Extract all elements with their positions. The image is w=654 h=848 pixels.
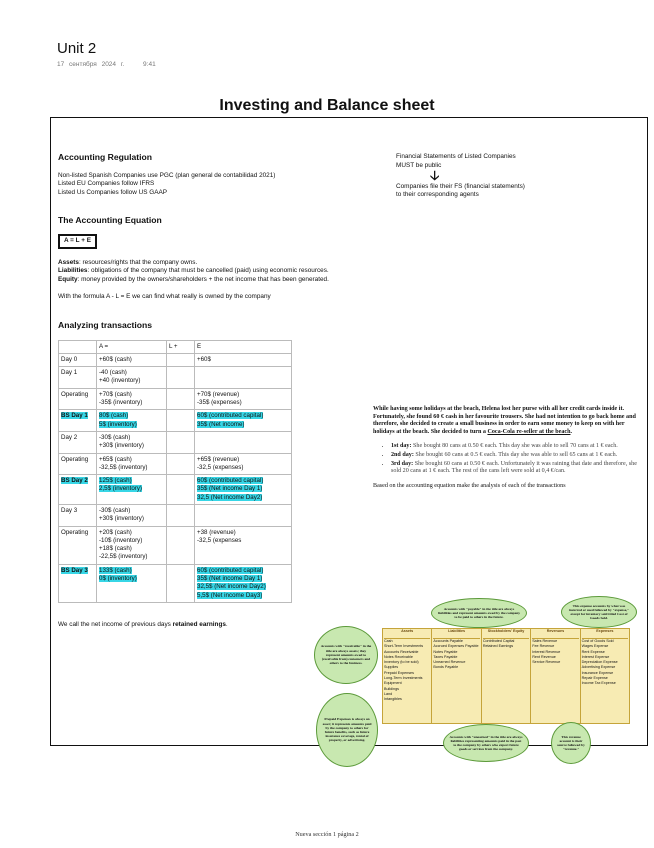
account-item: Fee Revenue [532, 644, 555, 649]
bubble-expense-note: This expense accounts by what was incurred or used followed by "expense," except for inventory sold titled Cost of Goods Sold. [561, 596, 637, 628]
row-label: BS Day 2 [59, 475, 97, 505]
account-item: Interest Expense [581, 654, 610, 659]
table-row [59, 504, 292, 526]
liabilities-cell [167, 453, 195, 475]
liabilities-definition: Liabilities: obligations of the company that must be cancelled (paid) using economic resources. [58, 267, 329, 275]
equation-formula-box: A = L + E [58, 234, 97, 249]
header-equity: E [195, 340, 292, 353]
accounts-column [383, 629, 432, 723]
account-item: Supplies [384, 665, 399, 670]
row-label: Day 0 [59, 353, 97, 366]
row-label: Operating [59, 453, 97, 475]
assets-cell: -40 (cash) +40 (inventory) [97, 367, 167, 389]
assets-definition: Assets: resources/rights that the company owns. [58, 258, 198, 266]
fs-note-line: Financial Statements of Listed Companies MUST be public [396, 153, 516, 169]
regulation-line: Listed EU Companies follow IFRS [58, 180, 155, 188]
equity-cell: 60$ (contributed capital) 35$ (Net income Day 1) 32,5 (Net income Day2) [195, 475, 292, 505]
equity-cell [195, 431, 292, 453]
row-label: Day 2 [59, 431, 97, 453]
page-timestamp [57, 61, 170, 68]
equity-cell: +70$ (revenue) -35$ (expenses) [195, 388, 292, 410]
account-item: Advertising Expense [581, 665, 616, 670]
header-assets: A = [97, 340, 167, 353]
transactions-body [59, 353, 292, 602]
transactions-table [58, 340, 292, 603]
account-item: Land [384, 691, 393, 696]
account-item: Cash [384, 639, 393, 643]
account-item: Sales Revenue [532, 639, 558, 643]
table-row [59, 367, 292, 389]
header-blank [59, 340, 97, 353]
account-item: Rent Expense [581, 649, 605, 654]
accounts-column-title: Revenues [532, 629, 578, 639]
liabilities-cell [167, 410, 195, 432]
analysis-heading: Analyzing transactions [58, 319, 153, 330]
account-item: Notes Payable [433, 649, 458, 654]
bubble-payable: Accounts with "payable" in the title are always liabilities and represent amounts owed by the company to be paid to others in the future. [431, 598, 527, 628]
account-item: Short-Term Investments [384, 644, 424, 649]
account-item: Inventory (to be sold) [384, 660, 419, 665]
account-item: Accounts Receivable [384, 649, 419, 654]
story-bullets [391, 443, 641, 475]
liabilities-cell [167, 504, 195, 526]
liabilities-cell [167, 367, 195, 389]
liabilities-cell [167, 564, 195, 602]
accounts-column [531, 629, 580, 723]
equation-definitions [58, 259, 358, 285]
account-item: Taxes Payable [433, 654, 458, 659]
account-item: Depreciation Expense [581, 660, 618, 665]
regulation-heading: Accounting Regulation [58, 152, 153, 162]
account-item: Prepaid Expenses [384, 670, 414, 675]
assets-cell: 133$ (cash) 0$ (inventory) [97, 564, 167, 602]
document-title: Investing and Balance sheet [219, 97, 435, 114]
bubble-receivable: Accounts with "receivable" in the title are always assets; they represent amounts owed to (receivable from) customers and others to the business. [314, 626, 378, 684]
equity-cell: +65$ (revenue) -32,5 (expenses) [195, 453, 292, 475]
account-item: Intangibles [384, 697, 402, 702]
row-label: Day 3 [59, 504, 97, 526]
equity-cell: 60$ (contributed capital) 35$ (Net income Day 1) 32,5$ (Net income Day2) 5,5$ (Net income Day3) [195, 564, 292, 602]
account-item: Repair Expense [581, 676, 608, 681]
assets-cell: -30$ (cash) +30$ (inventory) [97, 504, 167, 526]
liabilities-cell [167, 388, 195, 410]
bubble-prepaid: Prepaid Expenses is always an asset; it represents amounts paid by the company to others for future benefits, such as future insurance coverage, rental of property, or advertising. [316, 693, 378, 767]
liabilities-cell [167, 431, 195, 453]
account-item: Wages Expense [581, 644, 609, 649]
account-item: Buildings [384, 686, 399, 691]
account-item: Accounts Payable [433, 639, 463, 643]
bubble-unearned: Accounts with "unearned" in the title are always liabilities representing amounts paid in the past to the company by others who expect future goods or services from the company. [443, 724, 529, 762]
equity-cell [195, 504, 292, 526]
list-item: • 1st day: She bought 80 cans at 0.50 € each. This day she was able to sell 70 cans at 1 € each. [391, 443, 641, 451]
fs-note-line: Companies file their FS (financial statements) to their corresponding agents [396, 182, 525, 199]
equation-heading: The Accounting Equation [58, 215, 162, 226]
account-item: Accrued Expenses Payable [433, 644, 479, 649]
assets-cell: +70$ (cash) -35$ (inventory) [97, 388, 167, 410]
note-content-frame [50, 117, 648, 752]
account-item: Insurance Expense [581, 670, 614, 675]
account-item: Contributed Capital [482, 639, 515, 643]
table-row [59, 388, 292, 410]
story-intro: While having some holidays at the beach, Helena lost her purse with all her credit cards inside it. Fortunately, she found 60 € cash in her favourite trousers. She had not intention to go back home and therefore, she decided to create a small business in order to earn some money to keep on with her holidays at the beach. She decided to turn a Coca-Cola re-seller at the beach. [373, 406, 636, 435]
equity-cell: 60$ (contributed capital) 35$ (Net income) [195, 410, 292, 432]
page-date: 17 сентября 2024 г. [57, 61, 125, 68]
page-footer: Nueva sección 1 página 2 [295, 831, 359, 838]
accounts-column [432, 629, 481, 723]
regulation-line: Listed Us Companies follow US GAAP [58, 188, 168, 196]
table-row [59, 475, 292, 505]
liabilities-cell [167, 353, 195, 366]
account-item: Equipment [384, 681, 402, 686]
account-item: Notes Receivable [384, 654, 413, 659]
table-row [59, 564, 292, 602]
row-label: Day 1 [59, 367, 97, 389]
accounts-column [482, 629, 531, 723]
account-item: Interest Revenue [532, 649, 561, 654]
assets-cell: 80$ (cash) 5$ (inventory) [97, 410, 167, 432]
accounts-column-title: Liabilities [433, 629, 479, 639]
arrow-down-icon: 🡣 [430, 168, 440, 184]
table-row [59, 453, 292, 475]
bubble-revenue: This revenue account is their source followed by "revenue." [551, 722, 591, 764]
page-time: 9:41 [143, 61, 156, 68]
account-item: Unearned Revenue [433, 660, 466, 665]
accounts-column-title: Stockholders' Equity [483, 629, 529, 639]
formula-note: With the formula A - L = E we can find what really is owned by the company [58, 293, 271, 301]
assets-cell: -30$ (cash) +30$ (inventory) [97, 431, 167, 453]
left-column [58, 153, 358, 630]
row-label: Operating [59, 388, 97, 410]
list-item: • 3rd day: She bought 60 cans at 0.50 € each. Unfortunately it was raining that date and therefore, she sold 20 cans at 1 € each. The rest of the cans left were sold at 0,4 €/can. [391, 461, 641, 476]
assets-cell: +65$ (cash) -32,5$ (inventory) [97, 453, 167, 475]
accounts-column-title: Assets [384, 629, 430, 639]
regulation-line: Non-listed Spanish Companies use PGC (plan general de contabilidad 2021) [58, 171, 276, 179]
row-label: BS Day 3 [59, 564, 97, 602]
equity-definition: Equity: money provided by the owners/shareholders + the net income that has been generated. [58, 275, 329, 283]
table-row [59, 526, 292, 564]
assets-cell: +20$ (cash) -10$ (inventory) +18$ (cash) -22,5$ (inventory) [97, 526, 167, 564]
equity-cell: +60$ [195, 353, 292, 366]
account-item: Cost of Goods Sold [581, 639, 614, 643]
accounts-column-title: Expenses [582, 629, 628, 639]
account-item: Long-Term Investments [384, 676, 423, 681]
assets-cell: 125$ (cash) 2,5$ (inventory) [97, 475, 167, 505]
table-row [59, 431, 292, 453]
account-item: Rent Revenue [532, 654, 556, 659]
regulation-list [58, 172, 358, 198]
table-header-row [59, 340, 292, 353]
account-item: Income Tax Expense [581, 681, 616, 686]
row-label: BS Day 1 [59, 410, 97, 432]
equity-cell [195, 367, 292, 389]
accounts-column [581, 629, 629, 723]
list-item: • 2nd day: She bought 60 cans at 0.5 € each. This day she was able to sell 65 cans at 1 € each. [391, 452, 641, 460]
page-title: Unit 2 [57, 40, 97, 57]
account-item: Service Revenue [532, 660, 561, 665]
row-label: Operating [59, 526, 97, 564]
retained-earnings-note: We call the net income of previous days retained earnings. [58, 620, 228, 628]
liabilities-cell [167, 475, 195, 505]
financial-statements-note [396, 153, 526, 200]
liabilities-cell [167, 526, 195, 564]
exercise-story [373, 406, 641, 490]
account-item: Bonds Payable [433, 665, 459, 670]
account-item: Retained Earnings [482, 644, 514, 649]
accounts-diagram-image [313, 598, 643, 793]
header-liabilities: L + [167, 340, 195, 353]
table-row [59, 410, 292, 432]
accounts-table [382, 628, 630, 724]
table-row [59, 353, 292, 366]
story-instruction: Based on the accounting equation make the analysis of each of the transactions [373, 482, 566, 489]
assets-cell: +60$ (cash) [97, 353, 167, 366]
equity-cell: +38 (revenue) -32,5 (expenses [195, 526, 292, 564]
